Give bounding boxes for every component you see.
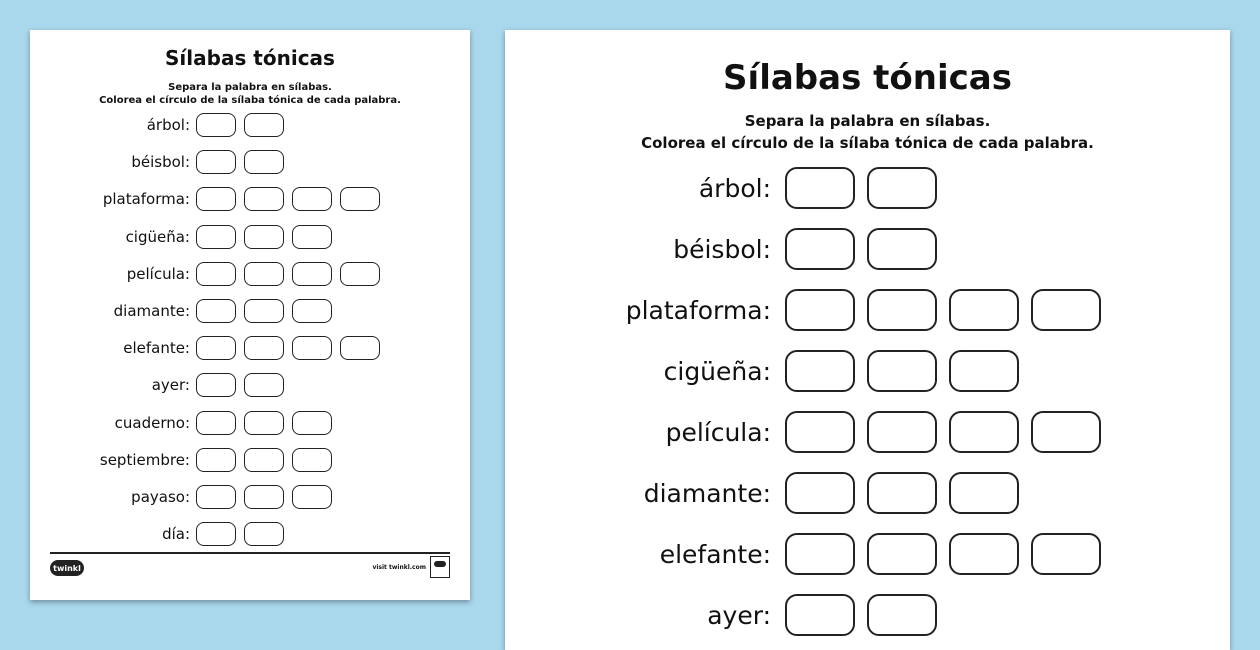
word-label-large: ayer: xyxy=(707,600,771,630)
word-label: cigüeña: xyxy=(125,227,190,246)
syllable-box-large[interactable] xyxy=(785,228,855,270)
syllable-box-large[interactable] xyxy=(949,411,1019,453)
syllable-box-large[interactable] xyxy=(1031,411,1101,453)
word-row xyxy=(30,484,340,510)
syllable-box-large[interactable] xyxy=(867,472,937,514)
word-label: cuaderno: xyxy=(114,413,190,432)
syllable-box-large[interactable] xyxy=(867,411,937,453)
instruction-line-1-large: Separa la palabra en sílabas. xyxy=(744,112,991,130)
footer-website: visit twinkl.com xyxy=(372,564,426,571)
word-row xyxy=(30,298,340,324)
word-label-large: película: xyxy=(665,417,771,447)
word-label: día: xyxy=(162,525,190,544)
quality-badge-icon xyxy=(430,556,450,578)
syllable-box[interactable] xyxy=(292,485,332,509)
syllable-box[interactable] xyxy=(244,522,284,546)
word-row xyxy=(30,335,388,361)
syllable-box-large[interactable] xyxy=(785,167,855,209)
syllable-box[interactable] xyxy=(340,187,380,211)
syllable-box-large[interactable] xyxy=(785,472,855,514)
syllable-box-large[interactable] xyxy=(949,350,1019,392)
syllable-box[interactable] xyxy=(292,448,332,472)
word-row-large xyxy=(505,409,1113,455)
syllable-box[interactable] xyxy=(244,485,284,509)
syllable-box-large[interactable] xyxy=(867,289,937,331)
word-label: árbol: xyxy=(146,116,190,134)
syllable-box[interactable] xyxy=(244,448,284,472)
syllable-box[interactable] xyxy=(340,262,380,286)
word-row xyxy=(30,372,292,398)
word-row-large xyxy=(505,348,1031,394)
word-row-large xyxy=(505,287,1113,333)
syllable-box-large[interactable] xyxy=(1031,533,1101,575)
word-label-large: elefante: xyxy=(659,539,771,569)
word-row xyxy=(30,261,388,287)
syllable-box-large[interactable] xyxy=(867,533,937,575)
worksheet-title: Sílabas tónicas xyxy=(165,46,335,70)
word-label-large: plataforma: xyxy=(625,295,771,325)
word-row xyxy=(30,186,388,212)
word-label: béisbol: xyxy=(131,153,190,172)
twinkl-logo: twinkl xyxy=(50,560,84,576)
syllable-box-large[interactable] xyxy=(785,411,855,453)
syllable-box[interactable] xyxy=(244,411,284,435)
instruction-line-2-large: Colorea el círculo de la sílaba tónica de cada palabra. xyxy=(641,134,1094,152)
syllable-box-large[interactable] xyxy=(949,289,1019,331)
word-row xyxy=(30,521,292,547)
syllable-box-large[interactable] xyxy=(785,289,855,331)
syllable-box[interactable] xyxy=(292,411,332,435)
syllable-box[interactable] xyxy=(244,262,284,286)
syllable-box[interactable] xyxy=(292,262,332,286)
word-label: septiembre: xyxy=(99,450,190,469)
word-label-large: béisbol: xyxy=(673,234,771,264)
syllable-box[interactable] xyxy=(196,262,236,286)
word-row xyxy=(30,224,340,250)
syllable-box[interactable] xyxy=(196,336,236,360)
word-row xyxy=(30,410,340,436)
worksheet-thumbnail xyxy=(30,30,470,600)
word-label-large: árbol: xyxy=(698,173,771,203)
syllable-box[interactable] xyxy=(244,225,284,249)
worksheet-zoomed xyxy=(505,30,1230,650)
worksheet-title-large: Sílabas tónicas xyxy=(723,58,1012,98)
word-label: ayer: xyxy=(151,376,190,395)
syllable-box[interactable] xyxy=(196,113,236,137)
instruction-line-2: Colorea el círculo de la sílaba tónica de cada palabra. xyxy=(99,95,401,106)
syllable-box[interactable] xyxy=(292,336,332,360)
syllable-box[interactable] xyxy=(244,299,284,323)
word-row-large xyxy=(505,470,1031,516)
footer-divider xyxy=(50,552,450,554)
syllable-box[interactable] xyxy=(196,299,236,323)
syllable-box[interactable] xyxy=(292,187,332,211)
word-row-large xyxy=(505,165,949,211)
word-label: elefante: xyxy=(123,339,190,358)
syllable-box[interactable] xyxy=(340,336,380,360)
syllable-box-large[interactable] xyxy=(867,167,937,209)
syllable-box[interactable] xyxy=(244,373,284,397)
syllable-box[interactable] xyxy=(196,411,236,435)
syllable-box-large[interactable] xyxy=(785,350,855,392)
word-label-large: diamante: xyxy=(643,478,771,508)
syllable-box[interactable] xyxy=(196,485,236,509)
syllable-box-large[interactable] xyxy=(867,228,937,270)
syllable-box[interactable] xyxy=(244,187,284,211)
word-label-large: cigüeña: xyxy=(663,356,771,386)
word-label: diamante: xyxy=(113,302,190,320)
syllable-box-large[interactable] xyxy=(1031,289,1101,331)
syllable-box[interactable] xyxy=(244,113,284,137)
word-row xyxy=(30,447,340,473)
word-row-large xyxy=(505,531,1113,577)
syllable-box-large[interactable] xyxy=(785,533,855,575)
instruction-line-1: Separa la palabra en sílabas. xyxy=(168,82,332,93)
word-row-large xyxy=(505,592,949,638)
word-label: plataforma: xyxy=(102,190,190,209)
syllable-box[interactable] xyxy=(244,150,284,174)
syllable-box[interactable] xyxy=(196,225,236,249)
word-label: película: xyxy=(126,264,190,283)
word-row xyxy=(30,112,292,138)
syllable-box[interactable] xyxy=(196,522,236,546)
word-row-large xyxy=(505,226,949,272)
syllable-box[interactable] xyxy=(292,225,332,249)
syllable-box[interactable] xyxy=(196,448,236,472)
syllable-box-large[interactable] xyxy=(949,533,1019,575)
syllable-box[interactable] xyxy=(196,150,236,174)
syllable-box[interactable] xyxy=(244,336,284,360)
syllable-box[interactable] xyxy=(196,373,236,397)
word-row xyxy=(30,149,292,175)
syllable-box-large[interactable] xyxy=(867,350,937,392)
word-label: payaso: xyxy=(131,488,190,506)
syllable-box[interactable] xyxy=(196,187,236,211)
syllable-box-large[interactable] xyxy=(949,472,1019,514)
syllable-box[interactable] xyxy=(292,299,332,323)
